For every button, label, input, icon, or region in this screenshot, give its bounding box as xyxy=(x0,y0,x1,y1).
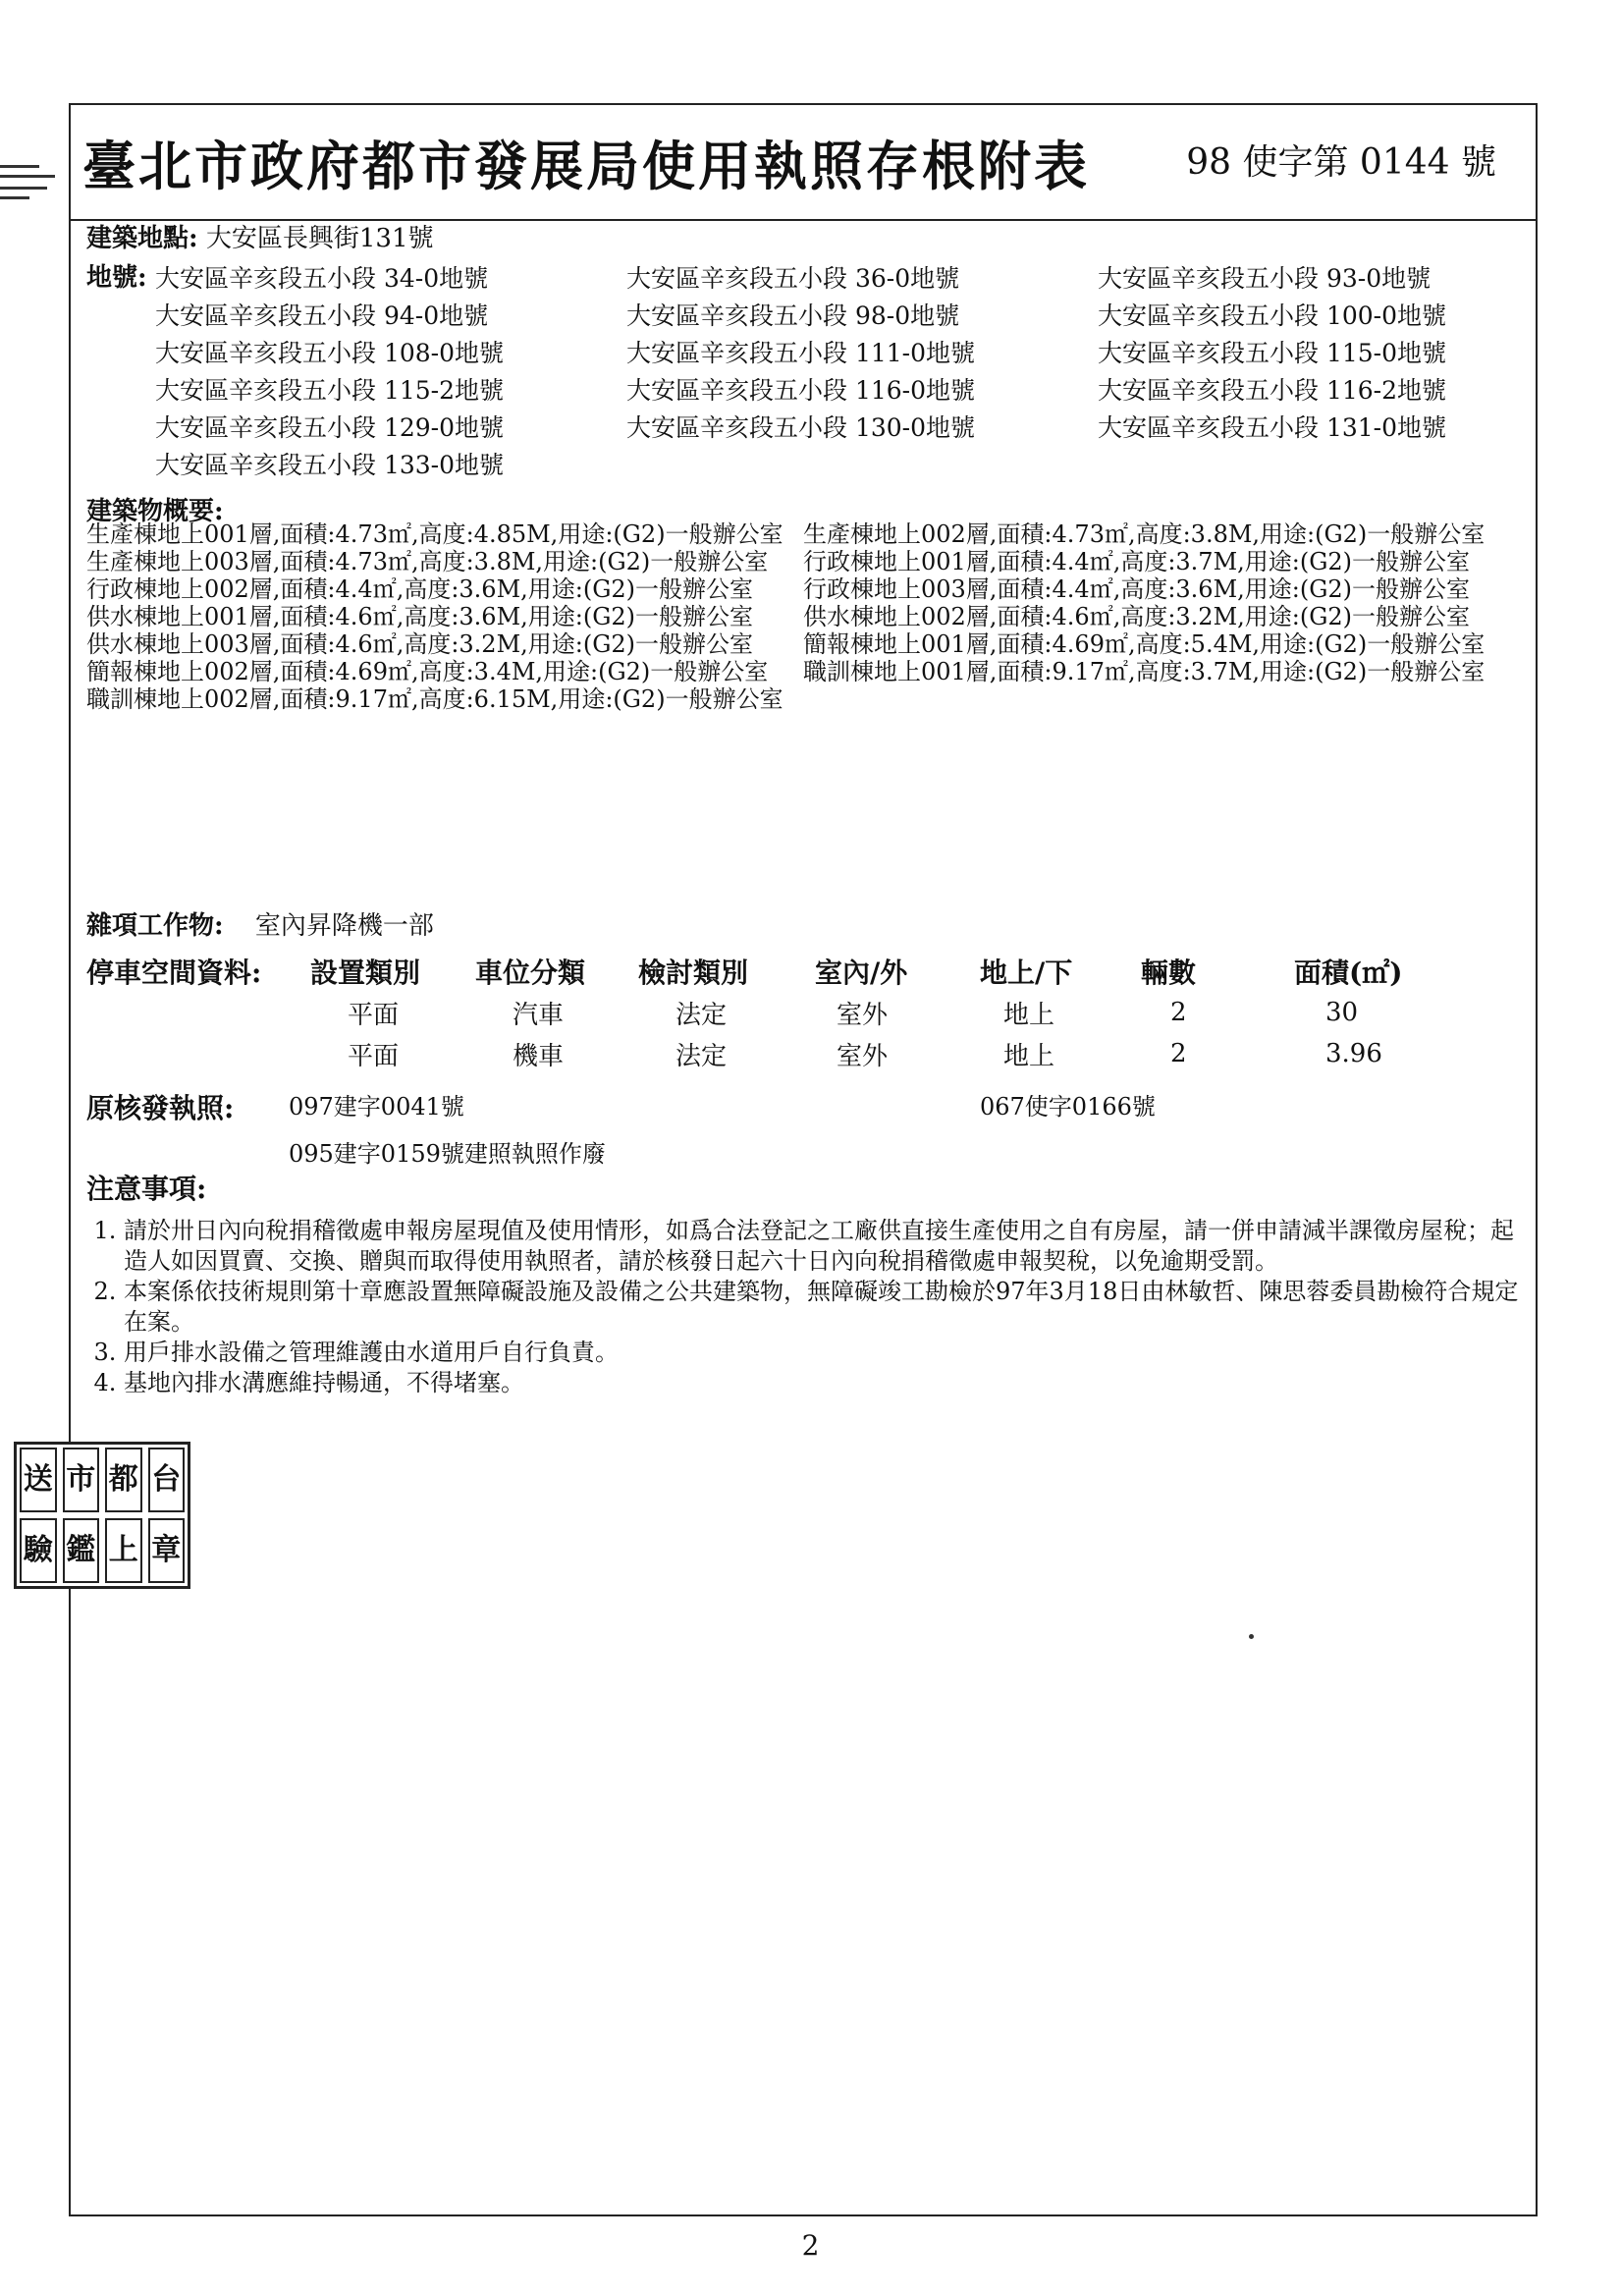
page-number: 2 xyxy=(801,2229,820,2262)
building-row xyxy=(86,630,1520,658)
building-row xyxy=(86,520,1520,548)
building-entry: 職訓棟地上002層,面積:9.17㎡,高度:6.15M,用途:(G2)一般辦公室 xyxy=(86,685,783,713)
building-entry: 供水棟地上001層,面積:4.6㎡,高度:3.6M,用途:(G2)一般辦公室 xyxy=(86,603,754,630)
parking-cell: 地上 xyxy=(1003,1000,1055,1030)
parking-label: 停車空間資料: xyxy=(86,957,262,989)
seal-char: 鑑 xyxy=(63,1518,100,1583)
original-permit-2: 067使字0166號 xyxy=(980,1093,1156,1121)
misc-label: 雜項工作物: xyxy=(86,911,224,941)
parking-cell: 30 xyxy=(1325,998,1359,1027)
parking-cell: 室外 xyxy=(837,1041,889,1071)
building-entry: 簡報棟地上001層,面積:4.69㎡,高度:5.4M,用途:(G2)一般辦公室 xyxy=(803,630,1486,658)
header xyxy=(71,105,1536,221)
parking-table xyxy=(86,951,1403,1074)
parking-header: 室內/外 xyxy=(815,957,908,989)
building-entry: 生產棟地上001層,面積:4.73㎡,高度:4.85M,用途:(G2)一般辦公室 xyxy=(86,520,783,548)
misc-row xyxy=(86,911,434,941)
parking-cell: 法定 xyxy=(675,1041,728,1071)
lot-item: 大安區辛亥段五小段 129-0地號 xyxy=(155,413,505,442)
parking-cell: 汽車 xyxy=(513,1000,565,1030)
parking-cell: 3.96 xyxy=(1325,1039,1382,1068)
original-permit-row xyxy=(86,1094,234,1124)
official-seal xyxy=(14,1442,190,1589)
building-entry: 生產棟地上002層,面積:4.73㎡,高度:3.8M,用途:(G2)一般辦公室 xyxy=(803,520,1486,548)
original-permit-1: 097建字0041號 xyxy=(289,1093,464,1121)
lot-item: 大安區辛亥段五小段 108-0地號 xyxy=(155,339,505,367)
notes-label: 注意事項: xyxy=(86,1173,207,1205)
seal-char: 市 xyxy=(63,1448,100,1512)
parking-row xyxy=(86,992,1403,1033)
misc-value: 室內昇降機一部 xyxy=(254,911,434,941)
building-row xyxy=(86,685,1520,713)
seal-char: 都 xyxy=(105,1448,142,1512)
parking-cell: 2 xyxy=(1170,998,1187,1027)
building-entry: 行政棟地上002層,面積:4.4㎡,高度:3.6M,用途:(G2)一般辦公室 xyxy=(86,575,754,603)
site-address-label: 建築地點: xyxy=(86,224,198,253)
seal-char: 章 xyxy=(148,1518,186,1583)
parking-cell: 平面 xyxy=(348,1041,400,1071)
lot-item: 大安區辛亥段五小段 116-2地號 xyxy=(1098,376,1447,405)
seal-char: 台 xyxy=(148,1448,186,1512)
lot-item: 大安區辛亥段五小段 100-0地號 xyxy=(1098,301,1447,330)
parking-header: 輛數 xyxy=(1141,957,1197,989)
parking-cell: 機車 xyxy=(513,1041,565,1071)
lot-item: 大安區辛亥段五小段 130-0地號 xyxy=(626,413,976,442)
building-row xyxy=(86,658,1520,685)
lot-item: 大安區辛亥段五小段 98-0地號 xyxy=(626,301,960,330)
lot-item: 大安區辛亥段五小段 116-0地號 xyxy=(626,376,976,405)
original-permit-label: 原核發執照: xyxy=(86,1092,235,1124)
lots-label: 地號: xyxy=(86,263,147,293)
scan-mark xyxy=(0,187,47,190)
lot-item: 大安區辛亥段五小段 131-0地號 xyxy=(1098,413,1447,442)
parking-cell: 2 xyxy=(1170,1039,1187,1068)
building-entry: 職訓棟地上001層,面積:9.17㎡,高度:3.7M,用途:(G2)一般辦公室 xyxy=(803,658,1486,685)
building-entry: 供水棟地上003層,面積:4.6㎡,高度:3.2M,用途:(G2)一般辦公室 xyxy=(86,630,754,658)
building-row xyxy=(86,575,1520,603)
parking-header: 地上/下 xyxy=(980,957,1073,989)
parking-cell: 地上 xyxy=(1003,1041,1055,1071)
parking-cell: 室外 xyxy=(837,1000,889,1030)
scan-mark xyxy=(0,196,29,199)
building-entry xyxy=(803,685,1520,713)
note-item: 4. 基地內排水溝應維持暢通，不得堵塞。 xyxy=(124,1368,1532,1398)
building-entry: 行政棟地上001層,面積:4.4㎡,高度:3.7M,用途:(G2)一般辦公室 xyxy=(803,548,1471,575)
parking-header: 面積(㎡) xyxy=(1294,957,1403,989)
lot-item: 大安區辛亥段五小段 111-0地號 xyxy=(626,339,976,367)
lot-item: 大安區辛亥段五小段 133-0地號 xyxy=(155,451,505,479)
building-row xyxy=(86,603,1520,630)
note-item: 1. 請於卅日內向稅捐稽徵處申報房屋現值及使用情形，如爲合法登記之工廠供直接生產使用之自有房屋，請一併申請減半課徵房屋稅；起造人如因買賣、交換、贈與而取得使用執照者，請於核發日起六十日內向稅捐稽徵處申報契稅，以免逾期受罰。 xyxy=(124,1216,1532,1277)
notes-list xyxy=(98,1216,1532,1398)
seal-char: 上 xyxy=(105,1518,142,1583)
parking-section xyxy=(86,951,1510,1074)
seal-char: 送 xyxy=(20,1448,57,1512)
parking-header: 設置類別 xyxy=(310,957,421,989)
building-entry: 行政棟地上003層,面積:4.4㎡,高度:3.6M,用途:(G2)一般辦公室 xyxy=(803,575,1471,603)
parking-cell: 法定 xyxy=(675,1000,728,1030)
lot-item: 大安區辛亥段五小段 115-2地號 xyxy=(155,376,505,405)
lot-item: 大安區辛亥段五小段 94-0地號 xyxy=(155,301,489,330)
parking-header: 檢討類別 xyxy=(638,957,749,989)
lot-item: 大安區辛亥段五小段 34-0地號 xyxy=(155,264,489,293)
buildings-label: 建築物概要: xyxy=(86,497,224,526)
building-entry: 生產棟地上003層,面積:4.73㎡,高度:3.8M,用途:(G2)一般辦公室 xyxy=(86,548,769,575)
original-permit-3: 095建字0159號建照執照作廢 xyxy=(289,1140,606,1168)
building-row xyxy=(86,548,1520,575)
buildings-summary xyxy=(86,520,1520,713)
note-item: 3. 用戶排水設備之管理維護由水道用戶自行負責。 xyxy=(124,1338,1532,1368)
building-entry: 簡報棟地上002層,面積:4.69㎡,高度:3.4M,用途:(G2)一般辦公室 xyxy=(86,658,769,685)
scan-mark xyxy=(0,165,39,168)
site-address-row xyxy=(86,224,434,253)
site-address: 大安區長興街131號 xyxy=(205,224,434,253)
lot-item: 大安區辛亥段五小段 93-0地號 xyxy=(1098,264,1432,293)
building-entry: 供水棟地上002層,面積:4.6㎡,高度:3.2M,用途:(G2)一般辦公室 xyxy=(803,603,1471,630)
parking-cell: 平面 xyxy=(348,1000,400,1030)
document-title: 臺北市政府都市發展局使用執照存根附表 xyxy=(82,135,1090,197)
permit-number: 98 使字第 0144 號 xyxy=(1186,142,1496,183)
scan-speck xyxy=(1249,1634,1254,1639)
lot-item: 大安區辛亥段五小段 36-0地號 xyxy=(626,264,960,293)
parking-header-row xyxy=(86,951,1403,992)
parking-header: 車位分類 xyxy=(475,957,586,989)
lot-item: 大安區辛亥段五小段 115-0地號 xyxy=(1098,339,1447,367)
seal-char: 驗 xyxy=(20,1518,57,1583)
note-item: 2. 本案係依技術規則第十章應設置無障礙設施及設備之公共建築物，無障礙竣工勘檢於97年3月18日由林敏哲、陳思蓉委員勘檢符合規定在案。 xyxy=(124,1277,1532,1338)
parking-row xyxy=(86,1033,1403,1074)
scan-mark xyxy=(0,175,55,178)
